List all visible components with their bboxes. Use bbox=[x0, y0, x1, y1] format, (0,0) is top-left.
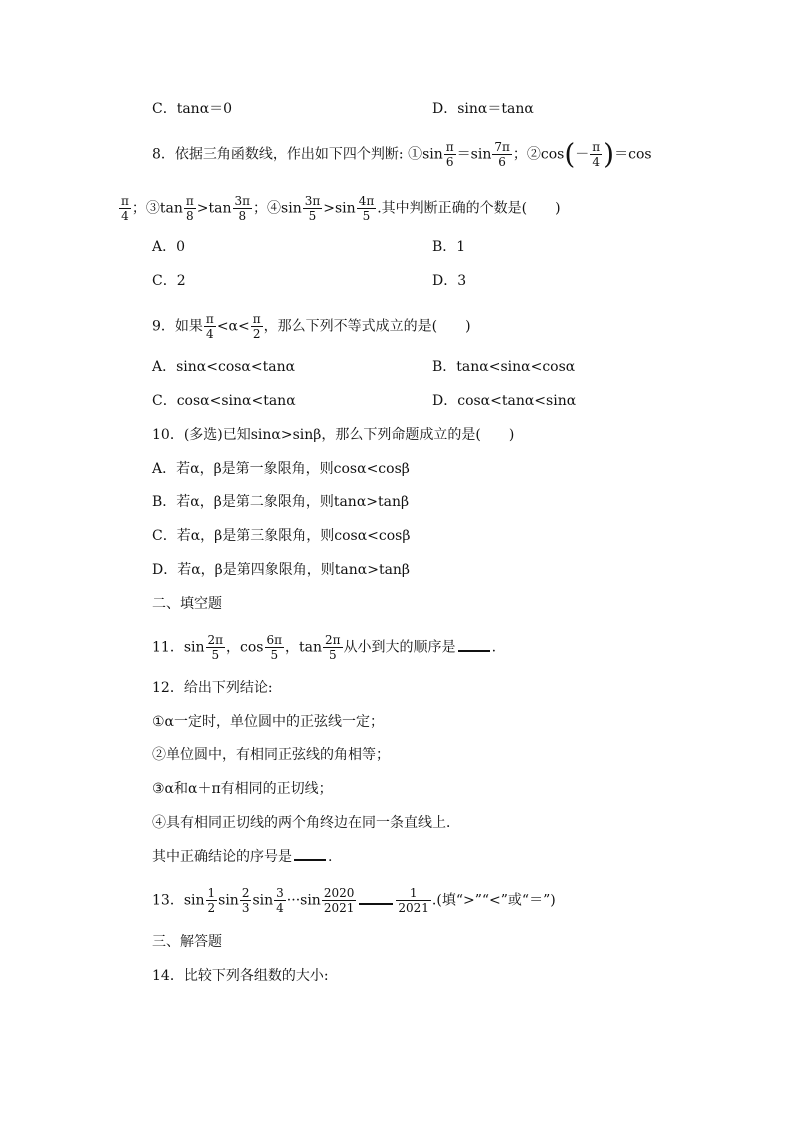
q12-item-1: ①α一定时，单位圆中的正弦线一定； bbox=[152, 714, 385, 730]
q10-option-a: A．若α，β是第一象限角，则cosα<cosβ bbox=[152, 461, 410, 477]
fraction: $\frac{6\pi}{5}$ bbox=[266, 633, 283, 662]
fraction: $\frac{7\pi}{6}$ bbox=[494, 140, 510, 169]
fraction: $\frac{3\pi}{8}$ bbox=[234, 194, 251, 223]
fraction: $\frac{\pi}{4}$ bbox=[121, 194, 129, 223]
answer-blank[interactable] bbox=[359, 891, 393, 905]
q13-stem: 13．sin $\frac{1}{2}$ sin $\frac{2}{3}$ sin $\frac{3}{4}$ ···sin $\frac{2020}{2021}$ $\frac{1}{2021}$ .(填“>”“<”或“＝”) bbox=[152, 886, 556, 915]
fraction: $\frac{2\pi}{5}$ bbox=[325, 633, 341, 662]
answer-blank[interactable] bbox=[458, 638, 490, 652]
q8-stem-line1: 8．依据三角函数线，作出如下四个判断: ①sin $\frac{\pi}{6}$ ＝sin $\frac{7\pi}{6}$ ；②cos(－ $\frac{\pi}{4}$ )＝cos bbox=[152, 137, 652, 171]
q12-stem: 12．给出下列结论: bbox=[152, 680, 273, 696]
section-heading-solve: 三、解答题 bbox=[152, 934, 222, 950]
answer-blank[interactable] bbox=[294, 847, 326, 861]
q9-option-a: A．sinα<cosα<tanα bbox=[152, 359, 296, 375]
q7-option-c: C．tanα＝0 bbox=[152, 101, 233, 117]
q12-item-2: ②单位圆中，有相同正弦线的角相等； bbox=[152, 747, 390, 763]
q8-option-a: A．0 bbox=[152, 239, 186, 255]
fraction: $\frac{2}{3}$ bbox=[241, 886, 250, 915]
fraction: $\frac{2\pi}{5}$ bbox=[207, 633, 224, 662]
fraction: $\frac{3\pi}{5}$ bbox=[304, 194, 321, 223]
q8-option-d: D．3 bbox=[432, 273, 467, 289]
q10-option-b: B．若α，β是第二象限角，则tanα>tanβ bbox=[152, 494, 410, 510]
fraction: $\frac{\pi}{6}$ bbox=[445, 140, 454, 169]
q10-option-c: C．若α，β是第三象限角，则cosα<cosβ bbox=[152, 528, 411, 544]
fraction: $\frac{\pi}{4}$ bbox=[592, 140, 601, 169]
fraction: $\frac{\pi}{2}$ bbox=[252, 312, 261, 341]
q9-option-c: C．cosα<sinα<tanα bbox=[152, 393, 296, 409]
q12-item-3: ③α和α＋π有相同的正切线； bbox=[152, 781, 333, 797]
fraction: $\frac{3}{4}$ bbox=[276, 886, 284, 915]
fraction: $\frac{4\pi}{5}$ bbox=[358, 194, 375, 223]
q8-stem-line2: $\frac{\pi}{4}$ ；③tan $\frac{\pi}{8}$ >tan $\frac{3\pi}{8}$ ；④sin $\frac{3\pi}{5}$ >sin $\frac{4\pi}{5}$ .其中判断正确的个数是( ) bbox=[121, 194, 561, 223]
fraction: $\frac{\pi}{8}$ bbox=[185, 194, 194, 223]
q14-stem: 14．比较下列各组数的大小: bbox=[152, 968, 329, 984]
q10-option-d: D．若α，β是第四象限角，则tanα>tanβ bbox=[152, 562, 411, 578]
q12-ask: 其中正确结论的序号是 . bbox=[152, 849, 333, 865]
fraction: $\frac{1}{2021}$ bbox=[398, 886, 429, 915]
q12-item-4: ④具有相同正切线的两个角终边在同一条直线上． bbox=[152, 815, 460, 831]
q7-option-d: D．sinα＝tanα bbox=[432, 101, 534, 117]
q10-stem: 10．(多选)已知sinα>sinβ，那么下列命题成立的是( ) bbox=[152, 427, 515, 443]
q9-option-d: D．cosα<tanα<sinα bbox=[432, 393, 577, 409]
q11-stem: 11．sin $\frac{2\pi}{5}$ ，cos $\frac{6\pi}{5}$ ，tan $\frac{2\pi}{5}$ 从小到大的顺序是 . bbox=[152, 633, 497, 662]
fraction: $\frac{2020}{2021}$ bbox=[323, 886, 355, 915]
q8-option-c: C．2 bbox=[152, 273, 186, 289]
q8-option-b: B．1 bbox=[432, 239, 466, 255]
q9-option-b: B．tanα<sinα<cosα bbox=[432, 359, 576, 375]
section-heading-fill-blank: 二、填空题 bbox=[152, 596, 222, 612]
fraction: $\frac{\pi}{4}$ bbox=[205, 312, 214, 341]
q9-stem: 9．如果 $\frac{\pi}{4}$ <α< $\frac{\pi}{2}$ ，那么下列不等式成立的是( ) bbox=[152, 312, 471, 341]
fraction: $\frac{1}{2}$ bbox=[207, 886, 216, 915]
